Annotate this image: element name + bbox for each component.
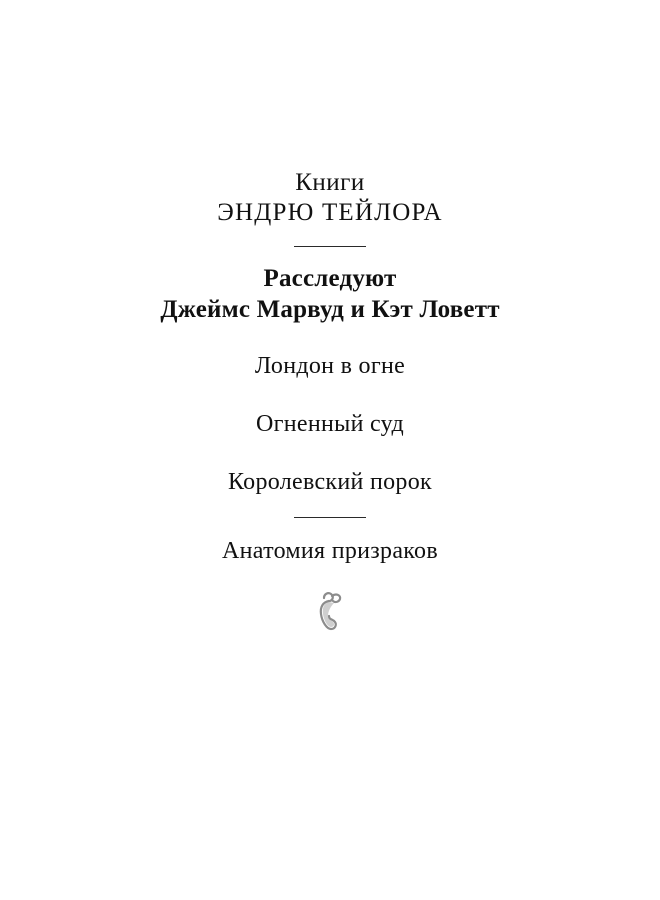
- page-content: [0, 168, 660, 636]
- divider-rule-top: [294, 246, 366, 247]
- book-title-1: Лондон в огне: [254, 353, 406, 379]
- series-heading-author: ЭНДРЮ ТЕЙЛОРА: [217, 199, 443, 226]
- book-title-3: Королевский порок: [228, 469, 432, 495]
- detective-block-line1: Расследуют: [263, 265, 397, 292]
- series-heading-line1: Книги: [295, 169, 365, 196]
- divider-rule-bottom: [294, 517, 366, 518]
- book-title-2: Огненный суд: [256, 411, 404, 437]
- acorn-ornament: [0, 588, 660, 636]
- standalone-book-title: Анатомия призраков: [222, 538, 438, 564]
- detective-block-line2: Джеймс Марвуд и Кэт Ловетт: [160, 296, 500, 323]
